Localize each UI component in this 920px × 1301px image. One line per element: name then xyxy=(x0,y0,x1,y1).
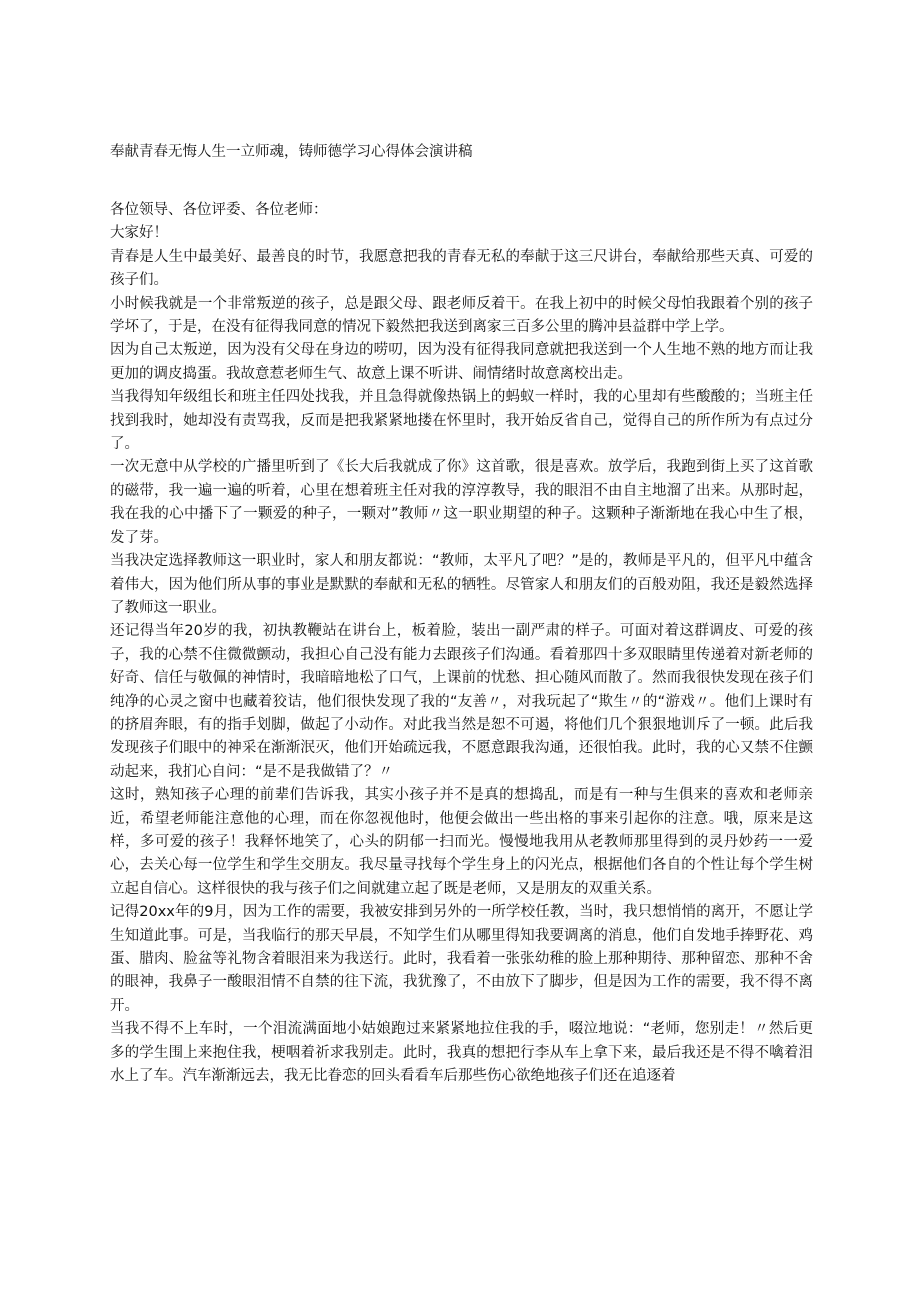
paragraph-first-teaching: 还记得当年20岁的我，初执教鞭站在讲台上，板着脸，装出一副严肃的样子。可面对着这群调皮、可爱的孩子，我的心禁不住微微颤动，我担心自己没有能力去跟孩子们沟通。看着那四十多双眼睛里传递着对新老师的好奇、信任与敬佩的神情时，我暗暗地松了口气，上课前的忧愁、担心随风而散了。然而我很快发现在孩子们纯净的心灵之窗中也藏着狡诘，他们很快发现了我的“友善〃，对我玩起了“欺生〃的“游戏〃。他们上课时有的挤眉奔眼，有的指手划脚，做起了小动作。对此我当然是恕不可遏，将他们几个狠狠地训斥了一顿。此后我发现孩子们眼中的神采在渐渐泯灭，他们开始疏远我，不愿意跟我沟通，还很怕我。此时，我的心又禁不住颤动起来，我扪心自问：“是不是我做错了？〃 xyxy=(110,623,813,780)
paragraph-advice: 这时，熟知孩子心理的前辈们告诉我，其实小孩子并不是真的想捣乱，而是有一种与生俱来的喜欢和老师亲近，希望老师能注意他的心理，而在你忽视他时，他便会做出一些出格的事来引起你的注意。哦，原来是这样，多可爱的孩子！我释怀地笑了，心头的阴郁一扫而光。慢慢地我用从老教师那里得到的灵丹妙药一一爱心，去关心每一位学生和学生交朋友。我尽量寻找每个学生身上的闪光点，根据他们各自的个性让每个学生树立起自信心。这样很快的我与孩子们之间就建立起了既是老师，又是朋友的双重关系。 xyxy=(110,787,813,897)
document-body xyxy=(110,199,813,1088)
paragraph-reflection: 当我得知年级组长和班主任四处找我，并且急得就像热锅上的蚂蚁一样时，我的心里却有些酸酸的；当班主任找到我时，她却没有责骂我，反而是把我紧紧地搂在怀里时，我开始反省自己，觉得自己的所作所为有点过分了。 xyxy=(110,389,813,453)
greeting: 大家好！ xyxy=(110,225,168,242)
paragraph-song: 一次无意中从学校的广播里听到了《长大后我就成了你》这首歌，很是喜欢。放学后，我跑到街上买了这首歌的磁带，我一遍一遍的听着，心里在想着班主任对我的淳淳教导，我的眼泪不由自主地溜了出来。从那时起，我在我的心中播下了一颗爱的种子，一颗对”教师〃这一职业期望的种子。这颗种子渐渐地在我心中生了根，发了芽。 xyxy=(110,459,813,546)
paragraph-transfer: 记得20xx年的9月，因为工作的需要，我被安排到另外的一所学校任教，当时，我只想悄悄的离开，不愿让学生知道此事。可是，当我临行的那天早晨，不知学生们从哪里得知我要调离的消息，他们自发地手捧野花、鸡蛋、腊肉、脸盆等礼物含着眼泪来为我送行。此时，我看着一张张幼稚的脸上那种期待、那种留恋、那种不舍的眼神，我鼻子一酸眼泪情不自禁的往下流，我犹豫了，不由放下了脚步，但是因为工作的需要，我不得不离开。 xyxy=(110,904,813,1014)
paragraph-childhood: 小时候我就是一个非常叛逆的孩子，总是跟父母、跟老师反着干。在我上初中的时候父母怕我跟着个别的孩子学坏了，于是，在没有征得我同意的情况下毅然把我送到离家三百多公里的腾冲县益群中学上学。 xyxy=(110,295,813,336)
paragraph-youth: 青春是人生中最美好、最善良的时节，我愿意把我的青春无私的奉献于这三尺讲台，奉献给那些天真、可爱的孩子们。 xyxy=(110,248,813,289)
salutation: 各位领导、各位评委、各位老师： xyxy=(110,202,328,218)
paragraph-farewell: 当我不得不上车时，一个泪流满面地小姑娘跑过来紧紧地拉住我的手，啜泣地说：“老师，您别走！〃然后更多的学生围上来抱住我，梗咽着祈求我别走。此时，我真的想把行李从车上拿下来，最后我还是不得不噙着泪水上了车。汽车渐渐远去，我无比眷恋的回头看看车后那些伤心欲绝地孩子们还在追逐着 xyxy=(110,1021,813,1085)
paragraph-career-choice: 当我决定选择教师这一职业时，家人和朋友都说：“教师，太平凡了吧？”是的，教师是平凡的，但平凡中蕴含着伟大，因为他们所从事的事业是默默的奉献和无私的牺牲。尽管家人和朋友们的百般劝阻，我还是毅然选择了教师这一职业。 xyxy=(110,553,813,616)
paragraph-rebellion: 因为自己太叛逆，因为没有父母在身边的唠叨，因为没有征得我同意就把我送到一个人生地不熟的地方而让我更加的调皮捣蛋。我故意惹老师生气、故意上课不听讲、闹情绪时故意离校出走。 xyxy=(110,342,813,382)
document-page xyxy=(110,140,813,1088)
document-title: 奉献青春无悔人生一立师魂，铸师德学习心得体会演讲稿 xyxy=(110,144,473,160)
